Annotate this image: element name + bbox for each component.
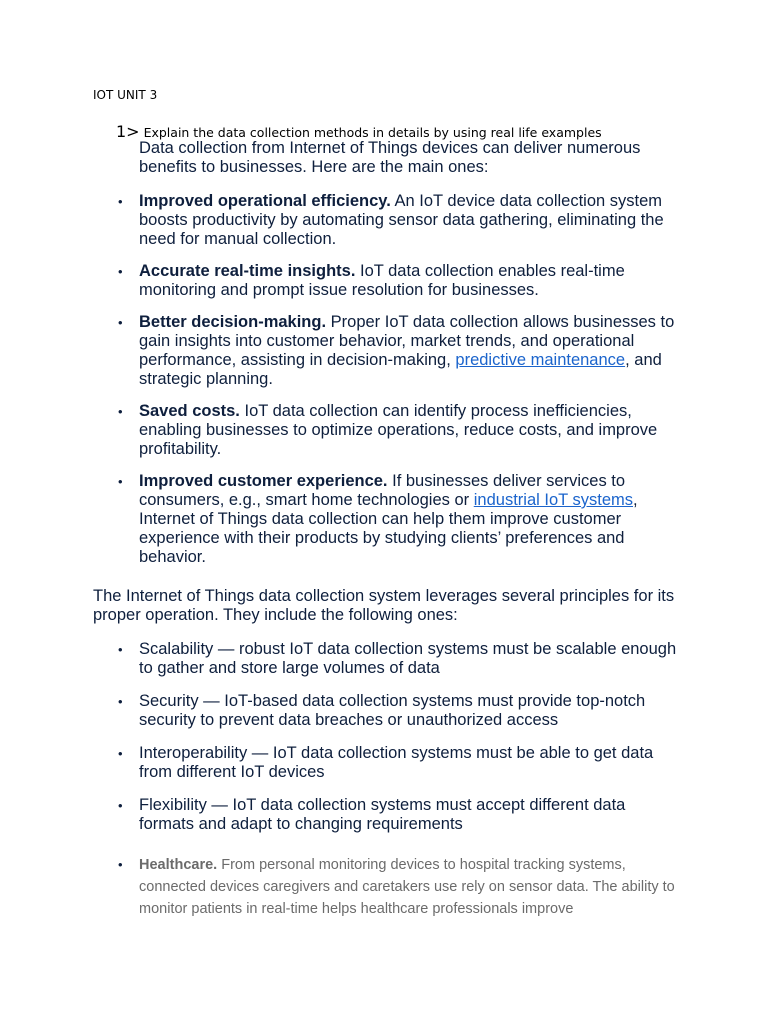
bullet-icon: • (118, 194, 123, 209)
benefits-list (0, 192, 768, 580)
benefit-title: Improved operational efficiency. (139, 192, 391, 210)
principle-text: Flexibility — IoT data collection systems must accept different data formats and adapt to changing requirements (139, 796, 626, 833)
list-item (118, 402, 684, 459)
bullet-icon: • (118, 746, 123, 761)
list-item (118, 192, 684, 249)
bullet-icon: • (118, 694, 123, 709)
use-case-text: From personal monitoring devices to hospital tracking systems, connected devices caregivers and caretakers use rely on sensor data. The ability to monitor patients in real-time helps healthcare professionals improve (139, 857, 675, 917)
use-case-title: Healthcare. (139, 857, 218, 873)
benefit-text: IoT data collection can identify process inefficiencies, enabling businesses to optimize operations, reduce costs, and improve profitability. (139, 402, 658, 458)
benefit-title: Accurate real-time insights. (139, 262, 356, 280)
list-item (118, 692, 684, 730)
principle-text: Scalability — robust IoT data collection systems must be scalable enough to gather and store large volumes of data (139, 640, 677, 677)
benefit-title: Improved customer experience. (139, 472, 388, 490)
list-item (118, 854, 684, 920)
industrial-iot-systems-link[interactable]: industrial IoT systems (473, 491, 633, 509)
benefit-text: Proper IoT data collection allows businesses to gain insights into customer behavior, market trends, and operational performance, assisting in decision-making, (139, 313, 675, 369)
bullet-icon: • (118, 798, 123, 813)
use-cases-list (0, 854, 768, 920)
benefit-title: Better decision-making. (139, 313, 327, 331)
list-item (118, 262, 684, 300)
principle-text: Security — IoT-based data collection systems must provide top-notch security to prevent data breaches or unauthorized access (139, 692, 646, 729)
benefit-text-after: , Internet of Things data collection can help them improve customer experience with their products by studying clients’ preferences and behavior. (139, 491, 638, 566)
list-item (118, 744, 684, 782)
list-item (118, 472, 684, 567)
bullet-icon: • (118, 315, 123, 330)
list-item (118, 796, 684, 834)
benefit-text-after: , and strategic planning. (139, 351, 662, 388)
predictive-maintenance-link[interactable]: predictive maintenance (455, 351, 626, 369)
bullet-icon: • (118, 857, 123, 872)
list-item (118, 640, 684, 678)
principle-text: Interoperability — IoT data collection systems must be able to get data from different IoT devices (139, 744, 654, 781)
benefit-text: An IoT device data collection system boosts productivity by automating sensor data gathering, eliminating the need for manual collection. (139, 192, 664, 248)
benefit-title: Saved costs. (139, 402, 240, 420)
intro-paragraph: Data collection from Internet of Things devices can deliver numerous benefits to businesses. Here are the main ones: (139, 139, 641, 176)
benefit-text: If businesses deliver services to consumers, e.g., smart home technologies or (139, 472, 626, 509)
question-text: Explain the data collection methods in details by using real life examples (143, 125, 602, 140)
bullet-icon: • (118, 474, 123, 489)
list-item (118, 313, 684, 389)
question-number: 1> (116, 122, 140, 141)
benefit-text: IoT data collection enables real-time monitoring and prompt issue resolution for businesses. (139, 262, 625, 299)
bullet-icon: • (118, 404, 123, 419)
document-title: IOT UNIT 3 (93, 88, 158, 102)
bullet-icon: • (118, 264, 123, 279)
bullet-icon: • (118, 642, 123, 657)
principles-intro-paragraph: The Internet of Things data collection system leverages several principles for its proper operation. They include the following ones: (93, 587, 675, 624)
principles-list (0, 640, 768, 848)
